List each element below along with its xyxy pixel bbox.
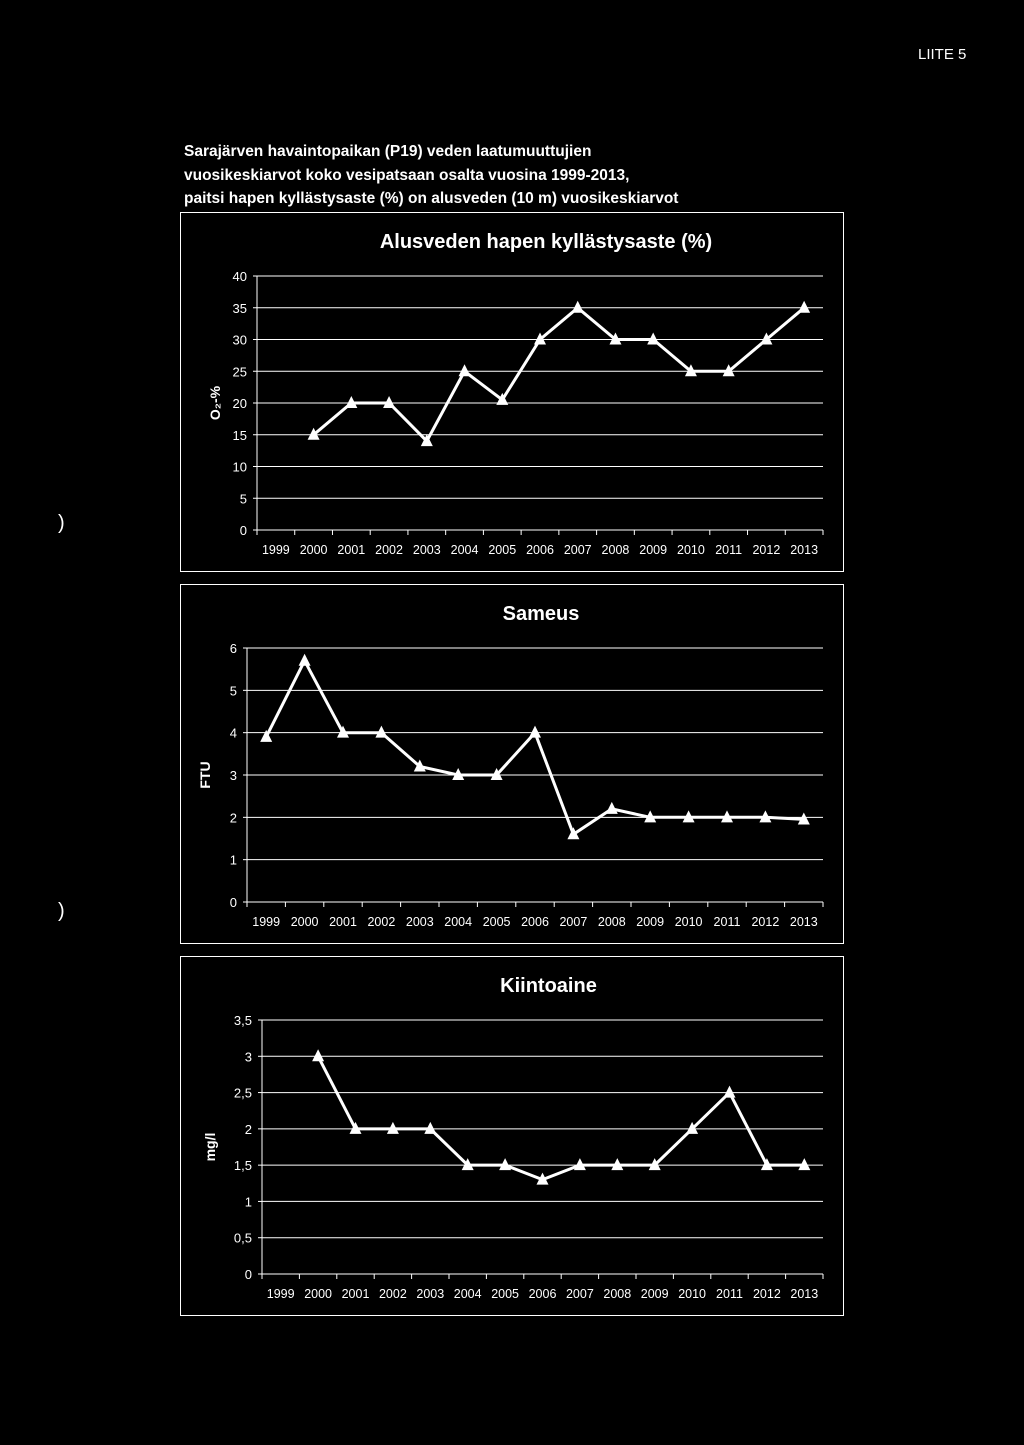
- x-tick-label: 2000: [304, 1287, 333, 1301]
- x-tick-label: 2011: [713, 915, 741, 929]
- x-tick-label: 2006: [528, 1287, 557, 1301]
- x-tick-label: 2005: [491, 1287, 520, 1301]
- y-axis-label: mg/l: [202, 1132, 218, 1162]
- x-tick-label: 2013: [790, 543, 819, 557]
- x-tick-label: 2002: [367, 915, 396, 929]
- data-point: [529, 726, 541, 738]
- y-tick-label: 20: [232, 396, 247, 411]
- caption-line: Sarajärven havaintopaikan (P19) veden laatumuuttujien: [184, 143, 592, 160]
- y-tick-label: 3: [244, 1049, 252, 1065]
- x-tick-label: 2003: [416, 1287, 445, 1301]
- y-tick-label: 1: [244, 1194, 252, 1210]
- x-tick-label: 2005: [482, 915, 511, 929]
- margin-parenthesis: ): [58, 900, 65, 922]
- caption-line: vuosikeskiarvot koko vesipatsaan osalta vuosina 1999-2013,: [184, 166, 630, 184]
- chart-title: Alusveden hapen kyllästysaste (%): [379, 231, 713, 253]
- chart-frame: [181, 957, 844, 1316]
- x-tick-label: 2001: [341, 1287, 370, 1301]
- turbidity-chart: [180, 584, 844, 944]
- data-point: [312, 1049, 324, 1061]
- y-tick-label: 40: [232, 269, 247, 284]
- y-tick-label: 3,5: [233, 1013, 252, 1028]
- chart-title: Kiintoaine: [500, 975, 597, 997]
- chart-title: Sameus: [502, 603, 580, 625]
- x-tick-label: 2011: [716, 1287, 743, 1301]
- x-tick-label: 2013: [789, 915, 818, 929]
- y-tick-label: 2: [244, 1121, 252, 1137]
- x-tick-label: 2009: [636, 915, 665, 929]
- y-tick-label: 0: [229, 895, 237, 910]
- y-tick-label: 5: [229, 683, 237, 699]
- x-tick-label: 2004: [450, 543, 479, 557]
- y-tick-label: 2,5: [233, 1085, 252, 1101]
- x-tick-label: 2007: [559, 915, 588, 929]
- x-tick-label: 2009: [639, 543, 668, 557]
- x-tick-label: 1999: [252, 915, 281, 929]
- y-tick-label: 30: [232, 332, 247, 348]
- data-point: [572, 301, 584, 313]
- x-tick-label: 2012: [752, 1287, 781, 1301]
- y-tick-label: 4: [229, 725, 237, 741]
- x-tick-label: 2002: [375, 543, 403, 557]
- y-tick-label: 0,5: [233, 1230, 252, 1246]
- figure-caption: [184, 140, 784, 211]
- x-tick-label: 2000: [299, 543, 328, 557]
- oxygen-saturation-chart: [180, 212, 844, 572]
- x-tick-label: 2011: [715, 543, 743, 557]
- x-tick-label: 2004: [444, 915, 473, 929]
- x-tick-label: 2010: [678, 1287, 707, 1301]
- chart-frame: [181, 585, 844, 944]
- series-line: [318, 1056, 804, 1179]
- y-tick-label: 15: [232, 427, 247, 443]
- y-tick-label: 25: [232, 364, 247, 380]
- x-tick-label: 2001: [337, 543, 366, 557]
- x-tick-label: 2010: [674, 915, 703, 929]
- x-tick-label: 2007: [563, 543, 592, 557]
- x-tick-label: 2006: [521, 915, 549, 929]
- y-tick-label: 6: [229, 641, 237, 656]
- x-tick-label: 2007: [565, 1287, 594, 1301]
- y-tick-label: 35: [232, 300, 247, 316]
- data-point: [724, 1086, 736, 1098]
- suspended-solids-chart: [180, 956, 844, 1316]
- data-point: [798, 301, 810, 313]
- y-tick-label: 0: [244, 1267, 252, 1282]
- x-tick-label: 2008: [597, 915, 626, 929]
- x-tick-label: 2012: [752, 543, 781, 557]
- data-point: [459, 364, 471, 376]
- series-line: [266, 661, 804, 835]
- x-tick-label: 2005: [488, 543, 517, 557]
- y-tick-label: 3: [229, 768, 237, 783]
- y-tick-label: 5: [239, 491, 247, 507]
- y-axis-label: FTU: [197, 761, 213, 789]
- x-tick-label: 2000: [290, 915, 319, 929]
- x-tick-label: 2006: [526, 543, 554, 557]
- x-tick-label: 2003: [412, 543, 441, 557]
- x-tick-label: 1999: [261, 543, 290, 557]
- caption-line: paitsi hapen kyllästysaste (%) on alusveden (10 m) vuosikeskiarvot: [184, 190, 679, 207]
- x-tick-label: 2002: [378, 1287, 407, 1301]
- x-tick-label: 2001: [329, 915, 357, 929]
- x-tick-label: 1999: [266, 1287, 295, 1301]
- y-tick-label: 1,5: [233, 1158, 252, 1174]
- y-axis-label: O₂-%: [207, 385, 223, 421]
- data-point: [606, 802, 618, 814]
- x-tick-label: 2010: [677, 543, 705, 557]
- data-point: [299, 654, 311, 666]
- x-tick-label: 2013: [790, 1287, 819, 1301]
- page-label: LIITE 5: [918, 46, 967, 63]
- y-tick-label: 0: [239, 523, 247, 538]
- x-tick-label: 2008: [603, 1287, 632, 1301]
- x-tick-label: 2012: [751, 915, 780, 929]
- x-tick-label: 2009: [640, 1287, 669, 1301]
- margin-parenthesis: ): [58, 512, 65, 534]
- y-tick-label: 1: [229, 852, 237, 868]
- x-tick-label: 2003: [405, 915, 434, 929]
- x-tick-label: 2008: [601, 543, 630, 557]
- chart-frame: [181, 213, 844, 572]
- x-tick-label: 2004: [453, 1287, 482, 1301]
- y-tick-label: 10: [232, 459, 247, 475]
- y-tick-label: 2: [229, 810, 237, 826]
